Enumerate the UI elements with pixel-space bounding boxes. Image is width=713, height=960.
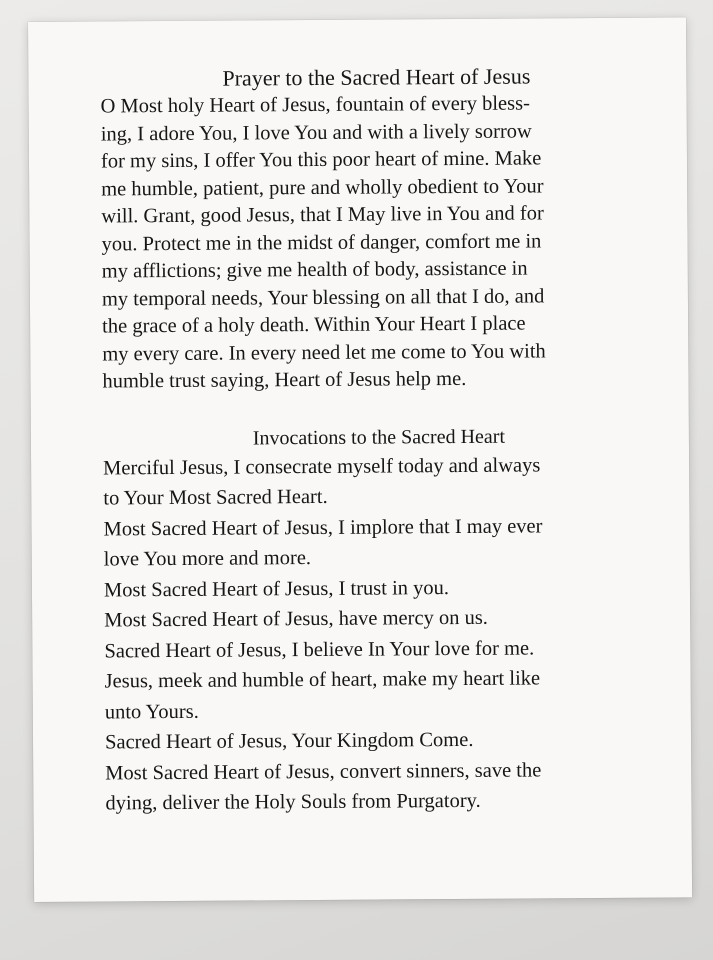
section-spacer — [103, 392, 655, 425]
prayer-line: me humble, patient, pure and wholly obedient to Your — [101, 174, 544, 200]
invocation-line: love You more and more. — [103, 547, 312, 571]
prayer-line: for my sins, I offer You this poor heart of mine. Make — [100, 147, 542, 173]
invocation-line: Most Sacred Heart of Jesus, I trust in you. — [103, 576, 450, 601]
prayer-title: Prayer to the Sacred Heart of Jesus — [222, 63, 531, 91]
prayer-body — [101, 90, 655, 396]
prayer-line: you. Protect me in the midst of danger, comfort me in — [101, 229, 542, 255]
invocation-line: Sacred Heart of Jesus, Your Kingdom Come. — [104, 728, 474, 754]
invocation-line: Most Sacred Heart of Jesus, have mercy on us. — [104, 606, 488, 632]
invocation-line: Jesus, meek and humble of heart, make my heart like — [104, 667, 541, 693]
prayer-line: my temporal needs, Your blessing on all that I do, and — [101, 284, 545, 310]
invocation-line: Most Sacred Heart of Jesus, I implore that I may ever — [103, 514, 543, 540]
prayer-line: my afflictions; give me health of body, assistance in — [101, 257, 528, 283]
invocation-line: to Your Most Sacred Heart. — [103, 485, 328, 510]
prayer-line: my every care. In every need let me come to You with — [102, 339, 546, 365]
prayer-line: will. Grant, good Jesus, that I May live in You and for — [101, 202, 544, 228]
prayer-card — [28, 17, 692, 902]
prayer-line: humble trust saying, Heart of Jesus help me. — [102, 367, 467, 393]
invocation-line: Most Sacred Heart of Jesus, convert sinners, save the — [105, 758, 542, 784]
prayer-line: O Most holy Heart of Jesus, fountain of every bless- — [100, 92, 530, 118]
card-content — [100, 62, 657, 819]
invocation-line: Merciful Jesus, I consecrate myself today and always — [103, 453, 541, 479]
invocations-body — [103, 449, 658, 819]
prayer-line: ing, I adore You, I love You and with a lively sorrow — [100, 119, 532, 145]
invocation-line: unto Yours. — [104, 700, 199, 723]
invocation-line: Sacred Heart of Jesus, I believe In Your love for me. — [104, 636, 535, 662]
invocations-title: Invocations to the Sacred Heart — [252, 425, 506, 449]
invocation-line: dying, deliver the Holy Souls from Purgatory. — [105, 789, 481, 815]
prayer-line: the grace of a holy death. Within Your Heart I place — [102, 312, 526, 338]
